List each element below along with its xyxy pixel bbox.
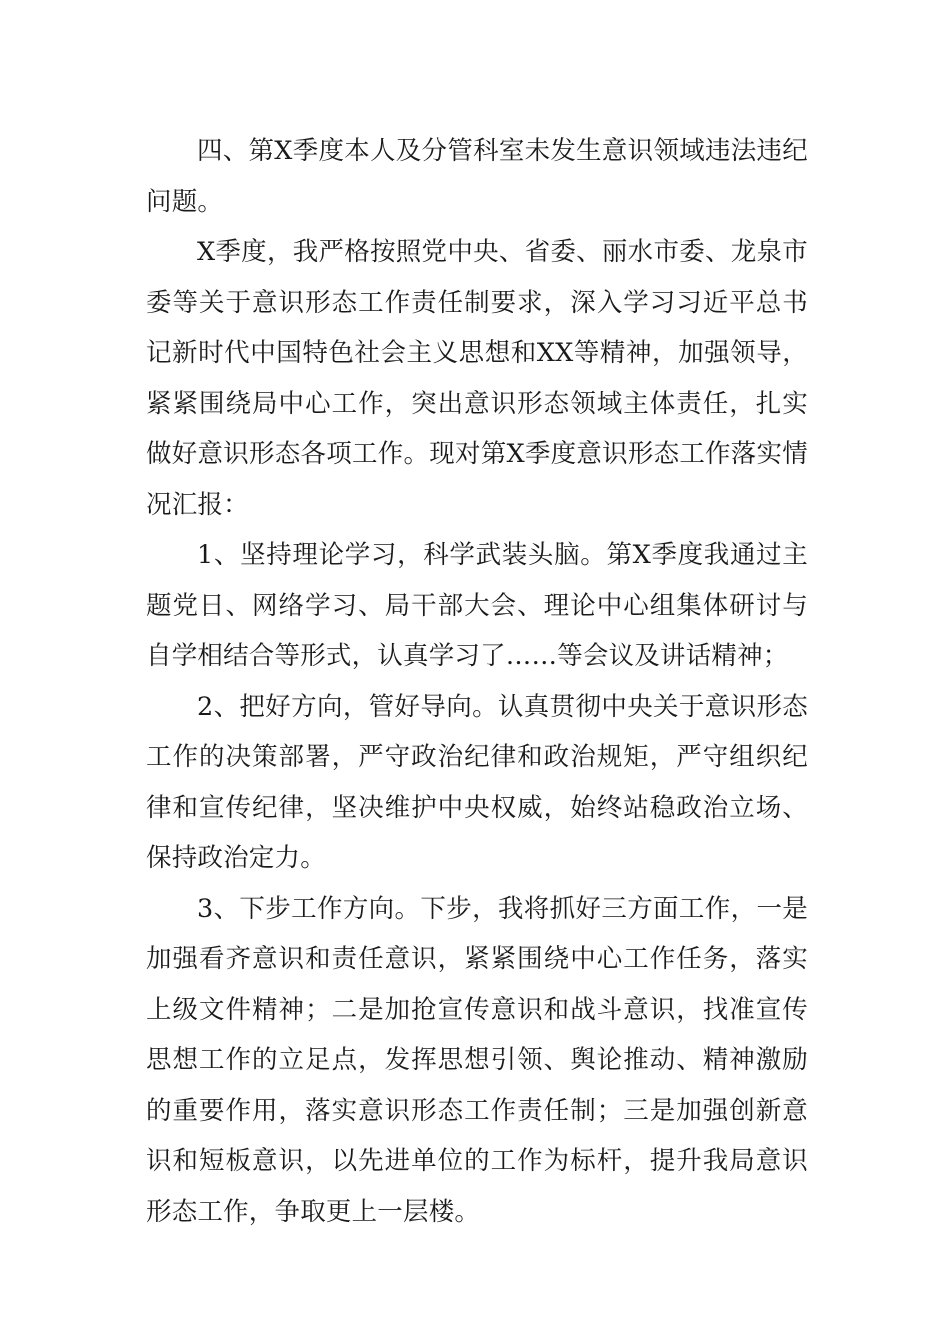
paragraph-intro: X季度，我严格按照党中央、省委、丽水市委、龙泉市委等关于意识形态工作责任制要求，深入学习习近平总书记新时代中国特色社会主义思想和XX等精神，加强领导，紧紧围绕局中心工作，突出意识形态领域主体责任，扎实做好意识形态各项工作。现对第X季度意识形态工作落实情况汇报： <box>146 237 808 520</box>
paragraph-item-2: 2、把好方向，管好导向。认真贯彻中央关于意识形态工作的决策部署，严守政治纪律和政治规矩，严守组织纪律和宣传纪律，坚决维护中央权威，始终站稳政治立场、保持政治定力。 <box>146 691 808 873</box>
paragraph-item-3: 3、下步工作方向。下步，我将抓好三方面工作，一是加强看齐意识和责任意识，紧紧围绕中心工作任务，落实上级文件精神；二是加抢宣传意识和战斗意识，找准宣传思想工作的立足点，发挥思想引领、舆论推动、精神激励的重要作用，落实意识形态工作责任制；三是加强创新意识和短板意识，以先进单位的工作为标杆，提升我局意识形态工作，争取更上一层楼。 <box>146 893 808 1227</box>
paragraph-section-four: 四、第X季度本人及分管科室未发生意识领域违法违纪问题。 <box>146 136 808 217</box>
document-body <box>146 126 808 1237</box>
paragraph-item-1: 1、坚持理论学习，科学武装头脑。第X季度我通过主题党日、网络学习、局干部大会、理论中心组集体研讨与自学相结合等形式，认真学习了……等会议及讲话精神； <box>146 540 808 671</box>
